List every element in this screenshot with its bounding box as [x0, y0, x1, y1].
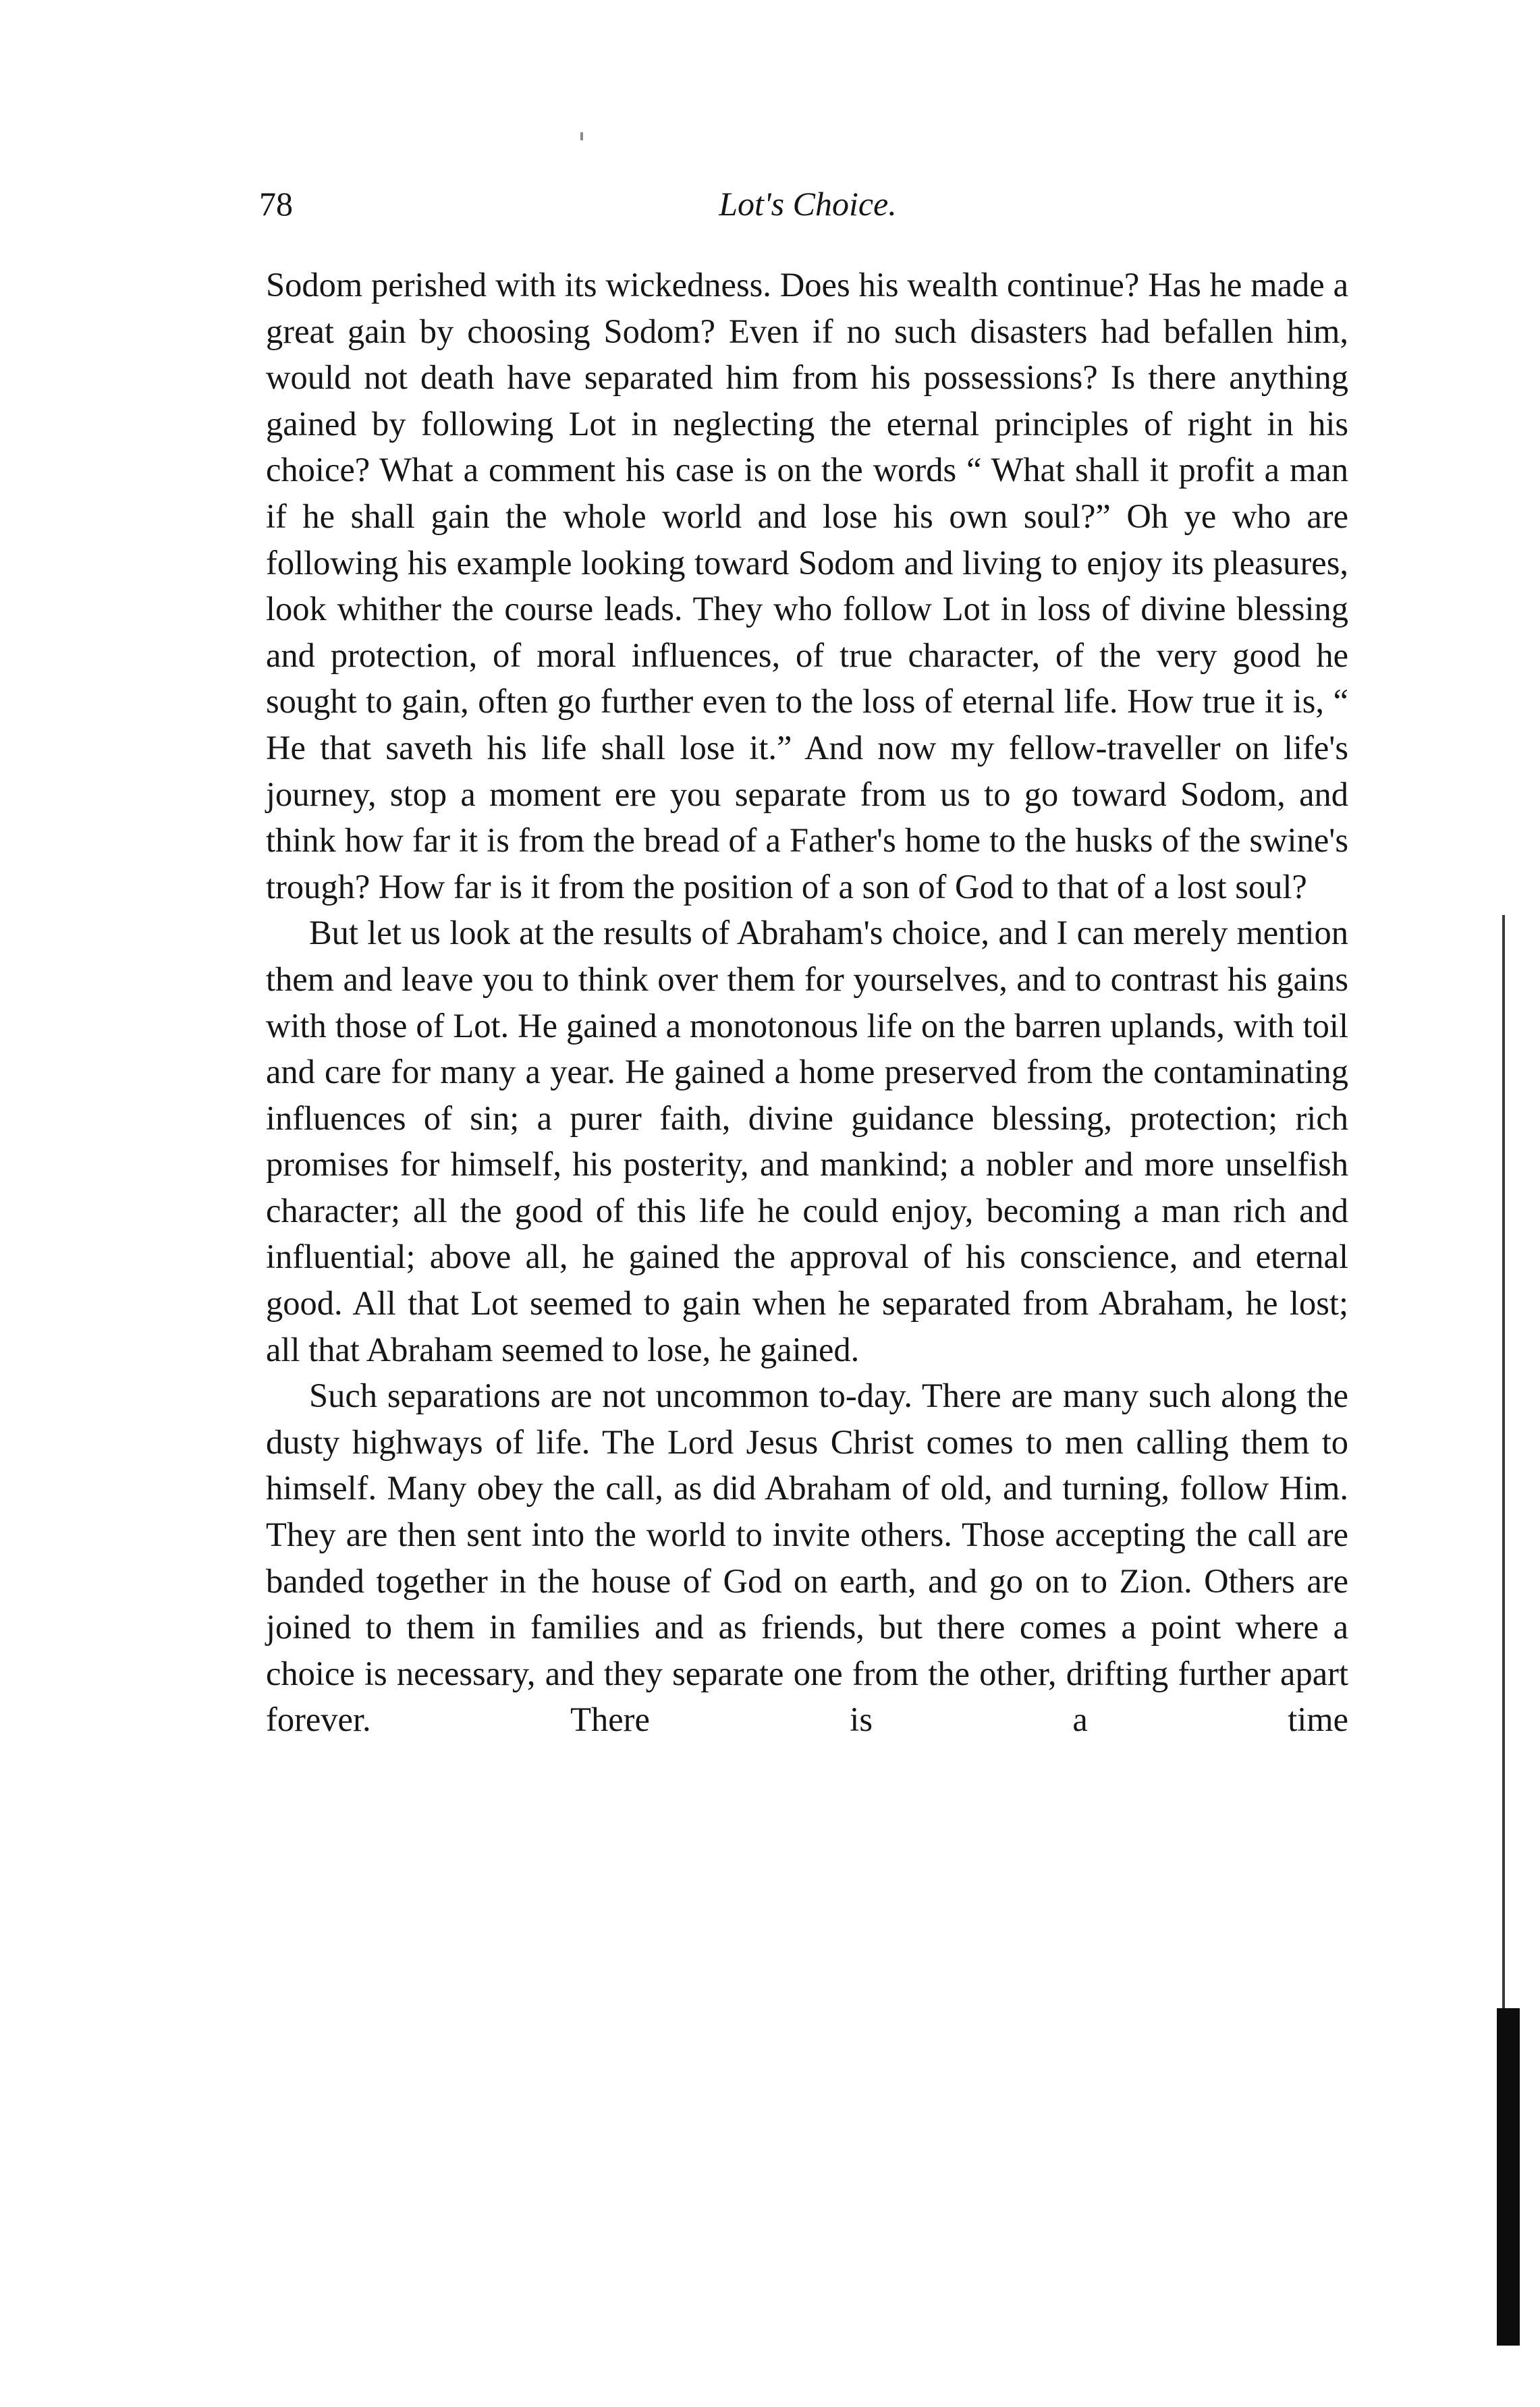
scan-edge-line	[1502, 915, 1505, 2008]
page-number: 78	[259, 185, 293, 223]
paragraph-2: But let us look at the results of Abraham's choice, and I can merely mention them and leave you to think over them for yourselves, and to contrast his gains with those of Lot. He gained a monotonous life on the barren uplands, with toil and care for many a year. He gained a home preserved from the contaminating influences of sin; a purer faith, divine guidance blessing, protection; rich promises for himself, his posterity, and mankind; a nobler and more unselfish character; all the good of this life he could enjoy, becoming a man rich and influential; above all, he gained the approval of his conscience, and eternal good. All that Lot seemed to gain when he separated from Abraham, he lost; all that Abraham seemed to lose, he gained.	[266, 914, 1348, 1368]
page-header	[259, 177, 1356, 231]
paragraph-1: Sodom perished with its wickedness. Does his wealth continue? Has he made a great gain by choosing Sodom? Even if no such disasters had befallen him, would not death have separated him from his possessions? Is there anything gained by following Lot in neglecting the eternal principles of right in his choice? What a comment his case is on the words “ What shall it profit a man if he shall gain the whole world and lose his own soul?” Oh ye who are following his example looking toward Sodom and living to enjoy its pleasures, look whither the course leads. They who follow Lot in loss of divine blessing and protection, of moral influences, of true character, of the very good he sought to gain, often go further even to the loss of eternal life. How true it is, “ He that saveth his life shall lose it.” And now my fellow-traveller on life's journey, stop a moment ere you separate from us to go toward Sodom, and think how far it is from the bread of a Father's home to the husks of the swine's trough? How far is it from the position of a son of God to that of a lost soul?	[266, 266, 1348, 906]
running-title: Lot's Choice.	[719, 185, 897, 223]
scan-speck	[580, 132, 583, 140]
scan-edge-shadow	[1497, 2008, 1520, 2346]
body-text	[266, 262, 1348, 1743]
paragraph-3: Such separations are not uncommon to-day. There are many such along the dusty highways of life. The Lord Jesus Christ comes to men calling them to himself. Many obey the call, as did Abraham of old, and turning, follow Him. They are then sent into the world to invite others. Those accepting the call are banded together in the house of God on earth, and go on to Zion. Others are joined to them in families and as friends, but there comes a point where a choice is necessary, and they separate one from the other, drifting further apart forever. There is a time	[266, 1377, 1348, 1739]
